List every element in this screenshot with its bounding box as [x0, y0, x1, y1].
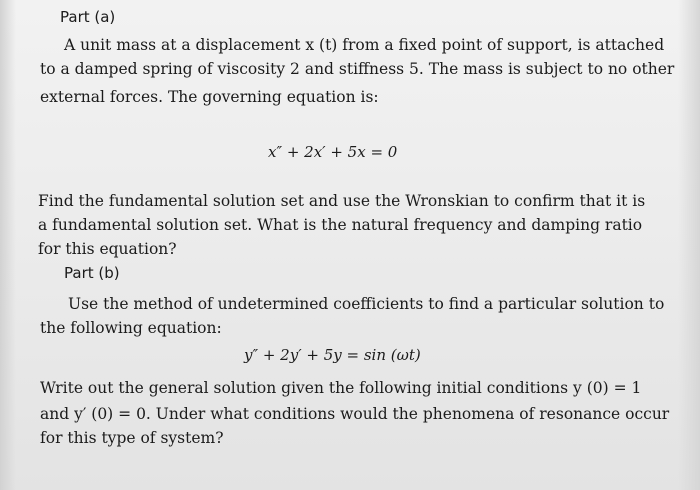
part-b-heading: Part (b): [64, 264, 120, 282]
part-a-governing-equation: x″ + 2x′ + 5x = 0: [268, 143, 398, 161]
part-a-intro-line: to a damped spring of viscosity 2 and stiffness 5. The mass is subject to no other: [40, 60, 675, 78]
part-a-question-line: a fundamental solution set. What is the natural frequency and damping ratio: [38, 216, 643, 234]
part-b-equation: y″ + 2y′ + 5y = sin (ωt): [244, 346, 421, 364]
part-b-intro-line: the following equation:: [40, 319, 222, 337]
part-a-intro-line: A unit mass at a displacement x (t) from a fixed point of support, is attached: [64, 36, 665, 54]
part-a-heading: Part (a): [60, 8, 116, 26]
part-a-question-line: for this equation?: [38, 240, 177, 258]
part-b-intro-line: Use the method of undetermined coefficients to find a particular solution to: [68, 295, 665, 313]
page-shadow-left: [0, 0, 16, 490]
part-b-question-line: Write out the general solution given the following initial conditions y (0) = 1: [40, 379, 642, 397]
part-a-question-line: Find the fundamental solution set and use the Wronskian to confirm that it is: [38, 192, 646, 210]
part-a-intro-line: external forces. The governing equation is:: [40, 88, 379, 106]
part-b-question-line: for this type of system?: [40, 429, 224, 447]
part-b-question-line: and y′ (0) = 0. Under what conditions would the phenomena of resonance occur: [40, 405, 670, 423]
page-shadow-right: [678, 0, 700, 490]
